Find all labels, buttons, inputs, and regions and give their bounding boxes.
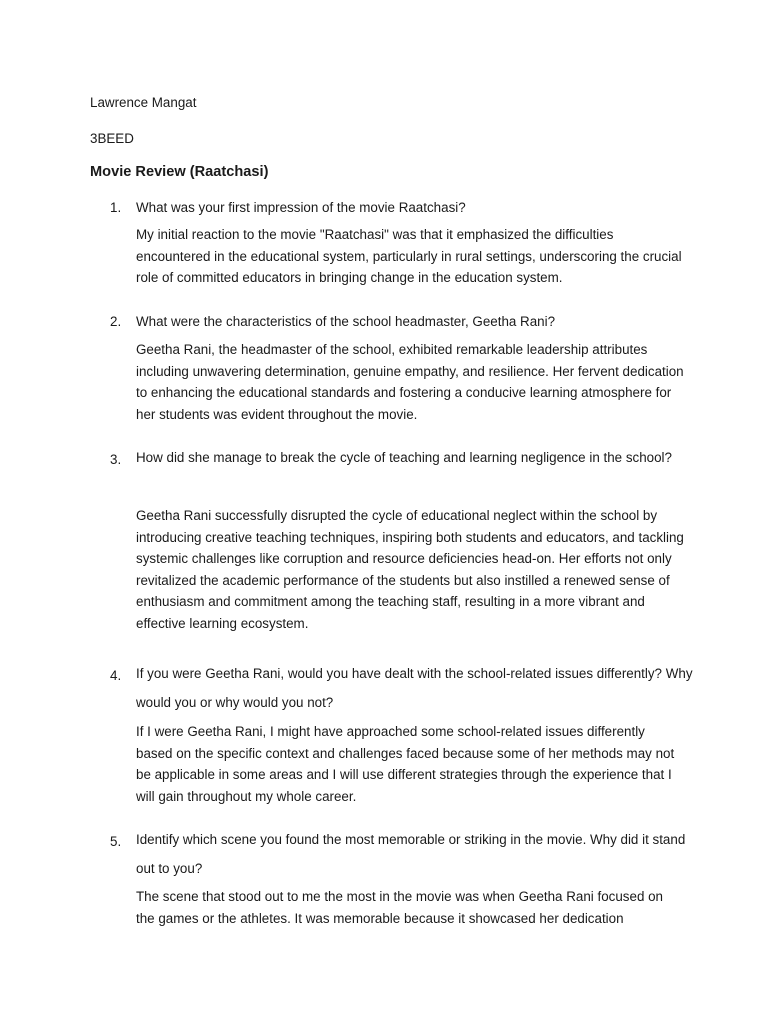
question-number: 4. (110, 668, 122, 683)
question-text: How did she manage to break the cycle of teaching and learning negligence in the school? (136, 450, 672, 465)
question-text: What were the characteristics of the school headmaster, Geetha Rani? (136, 314, 556, 329)
question-text: What was your first impression of the movie Raatchasi? (136, 200, 466, 215)
answer-text: Geetha Rani, the headmaster of the school, exhibited remarkable leadership attributes including unwavering determination, genuine empathy, and resilience. Her fervent dedication to enhancing the educational standards and fostering a conducive learning atmosphere for her students was evident throughout the movie. (136, 342, 684, 422)
question-number: 3. (110, 452, 122, 467)
answer-text: Geetha Rani successfully disrupted the cycle of educational neglect within the school by introducing creative teaching techniques, inspiring both students and educators, and tackling systemic challenges like corruption and resource deficiencies head-on. Her efforts not only revitalized the academic performance of the students but also instilled a renewed sense of enthusiasm and commitment among the teaching staff, resulting in a more vibrant and effective learning ecosystem. (136, 508, 684, 631)
author-name: Lawrence Mangat (90, 95, 197, 110)
document-title: Movie Review (Raatchasi) (90, 164, 269, 180)
question-number: 2. (110, 314, 122, 329)
question-number: 1. (110, 200, 122, 215)
answer-text: If I were Geetha Rani, I might have approached some school-related issues differently based on the specific context and challenges faced because some of her methods may not be applicable in some areas and I will use different strategies through the experience that I will gain throughout my whole career. (136, 724, 675, 804)
class-section: 3BEED (90, 131, 134, 146)
answer-text: The scene that stood out to me the most in the movie was when Geetha Rani focused on the games or the athletes. It was memorable because it showcased her dedication (136, 889, 664, 926)
question-number: 5. (110, 834, 122, 849)
answer-text: My initial reaction to the movie "Raatchasi" was that it emphasized the difficulties encountered in the educational system, particularly in rural settings, underscoring the crucial role of committed educators in bringing change in the education system. (136, 227, 682, 286)
question-text: Identify which scene you found the most memorable or striking in the movie. Why did it stand out to you? (136, 832, 686, 876)
question-text: If you were Geetha Rani, would you have dealt with the school-related issues differently? Why would you or why would you not? (136, 666, 693, 710)
